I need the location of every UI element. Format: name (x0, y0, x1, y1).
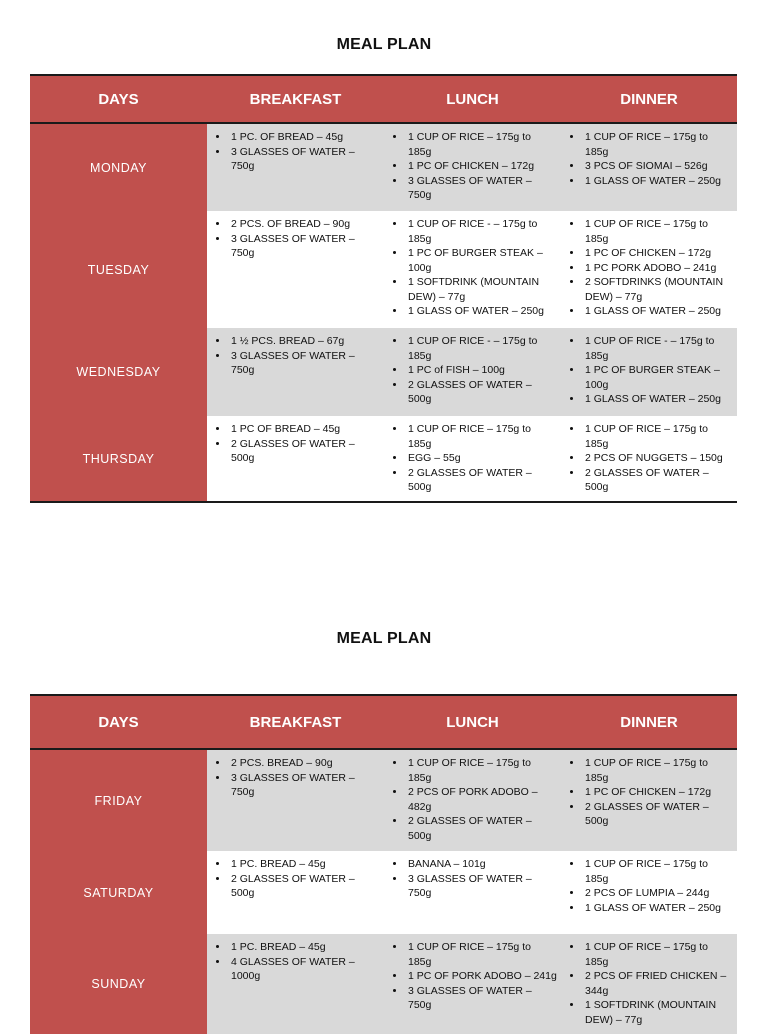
meal-item-list (388, 334, 557, 407)
table-row-wednesday (30, 328, 737, 416)
meal-item-list (388, 940, 557, 1013)
meal-item: • 2 GLASSES OF WATER – 500g (229, 872, 380, 901)
table-row-thursday (30, 416, 737, 502)
meal-item: • 4 GLASSES OF WATER – 1000g (229, 955, 380, 984)
breakfast-cell (207, 328, 384, 416)
breakfast-cell (207, 416, 384, 502)
dinner-cell (561, 416, 737, 502)
meal-item: • 1 SOFTDRINK (MOUNTAIN DEW) – 77g (406, 275, 557, 304)
meal-item: • 1 PC. BREAD – 45g (229, 857, 380, 872)
meal-item: • 1 PC OF BREAD – 45g (229, 422, 380, 437)
meal-item: • 1 PC OF CHICKEN – 172g (583, 785, 733, 800)
meal-item-list (388, 217, 557, 319)
day-cell: FRIDAY (30, 749, 207, 851)
meal-item: • 1 CUP OF RICE – 175g to 185g (583, 857, 733, 886)
breakfast-cell (207, 211, 384, 328)
meal-item-list (211, 130, 380, 174)
breakfast-cell (207, 123, 384, 211)
meal-item: • 1 CUP OF RICE - – 175g to 185g (583, 334, 733, 363)
meal-item: • 1 PC. OF BREAD – 45g (229, 130, 380, 145)
meal-item: • 2 GLASSES OF WATER – 500g (406, 378, 557, 407)
header-days: DAYS (30, 75, 207, 123)
dinner-cell (561, 328, 737, 416)
meal-item: • 2 PCS OF PORK ADOBO – 482g (406, 785, 557, 814)
meal-item: • 1 PC of FISH – 100g (406, 363, 557, 378)
meal-item-list (565, 334, 733, 407)
meal-item: • 1 GLASS OF WATER – 250g (583, 901, 733, 916)
meal-item: • 2 GLASSES OF WATER – 500g (406, 466, 557, 495)
meal-item: • 1 CUP OF RICE – 175g to 185g (406, 422, 557, 451)
meal-item-list (565, 422, 733, 495)
meal-item-list (211, 940, 380, 984)
table-header-row (30, 75, 737, 123)
meal-item: • 1 CUP OF RICE - – 175g to 185g (406, 334, 557, 363)
meal-item: • 1 CUP OF RICE – 175g to 185g (406, 940, 557, 969)
meal-item: • 1 PC OF BURGER STEAK – 100g (406, 246, 557, 275)
page-title-1: MEAL PLAN (336, 36, 432, 53)
dinner-cell (561, 211, 737, 328)
meal-item-list (211, 422, 380, 466)
meal-item: • 1 GLASS OF WATER – 250g (583, 174, 733, 189)
dinner-cell (561, 934, 737, 1034)
meal-item: • 1 GLASS OF WATER – 250g (583, 392, 733, 407)
meal-item: • 2 GLASSES OF WATER – 500g (583, 466, 733, 495)
meal-item-list (388, 422, 557, 495)
header-breakfast: BREAKFAST (207, 695, 384, 749)
meal-item: • 3 GLASSES OF WATER – 750g (406, 984, 557, 1013)
meal-item: • 2 SOFTDRINKS (MOUNTAIN DEW) – 77g (583, 275, 733, 304)
breakfast-cell (207, 934, 384, 1034)
meal-item-list (388, 756, 557, 843)
meal-plan-table-1 (30, 74, 737, 503)
lunch-cell (384, 851, 561, 934)
meal-item: • 1 CUP OF RICE – 175g to 185g (583, 217, 733, 246)
meal-item: • 1 PC OF CHICKEN – 172g (406, 159, 557, 174)
meal-item: • 3 GLASSES OF WATER – 750g (229, 145, 380, 174)
meal-item: • 2 GLASSES OF WATER – 500g (229, 437, 380, 466)
breakfast-cell (207, 749, 384, 851)
header-lunch: LUNCH (384, 695, 561, 749)
meal-plan-table-2 (30, 694, 737, 1034)
meal-item: • 1 CUP OF RICE – 175g to 185g (583, 130, 733, 159)
lunch-cell (384, 328, 561, 416)
meal-item: • 1 CUP OF RICE – 175g to 185g (583, 422, 733, 451)
meal-item: • 2 PCS OF LUMPIA – 244g (583, 886, 733, 901)
meal-item: • 3 GLASSES OF WATER – 750g (229, 349, 380, 378)
lunch-cell (384, 123, 561, 211)
table-row-sunday (30, 934, 737, 1034)
meal-item: • 1 PC. BREAD – 45g (229, 940, 380, 955)
header-breakfast: BREAKFAST (207, 75, 384, 123)
lunch-cell (384, 211, 561, 328)
meal-item: • 3 GLASSES OF WATER – 750g (229, 771, 380, 800)
table-row-monday (30, 123, 737, 211)
day-cell: THURSDAY (30, 416, 207, 502)
meal-item: • 3 GLASSES OF WATER – 750g (229, 232, 380, 261)
meal-item-list (565, 217, 733, 319)
meal-item-list (565, 940, 733, 1027)
meal-item-list (388, 857, 557, 901)
day-cell: MONDAY (30, 123, 207, 211)
dinner-cell (561, 749, 737, 851)
meal-item: • 1 SOFTDRINK (MOUNTAIN DEW) – 77g (583, 998, 733, 1027)
table-row-tuesday (30, 211, 737, 328)
day-cell: TUESDAY (30, 211, 207, 328)
meal-item: • 2 GLASSES OF WATER – 500g (406, 814, 557, 843)
meal-item: • BANANA – 101g (406, 857, 557, 872)
meal-item: • 1 GLASS OF WATER – 250g (406, 304, 557, 319)
meal-item: • 2 GLASSES OF WATER – 500g (583, 800, 733, 829)
meal-item-list (211, 217, 380, 261)
dinner-cell (561, 851, 737, 934)
table-header-row (30, 695, 737, 749)
meal-item: • 1 GLASS OF WATER – 250g (583, 304, 733, 319)
meal-item: • 2 PCS OF FRIED CHICKEN – 344g (583, 969, 733, 998)
meal-item: • 1 PC OF CHICKEN – 172g (583, 246, 733, 261)
meal-item: • 1 PC PORK ADOBO – 241g (583, 261, 733, 276)
meal-item-list (565, 130, 733, 188)
meal-item: • 3 GLASSES OF WATER – 750g (406, 872, 557, 901)
meal-item-list (388, 130, 557, 203)
day-cell: SUNDAY (30, 934, 207, 1034)
lunch-cell (384, 749, 561, 851)
meal-item: • 2 PCS OF NUGGETS – 150g (583, 451, 733, 466)
meal-item: • 1 CUP OF RICE – 175g to 185g (406, 130, 557, 159)
meal-item-list (211, 857, 380, 901)
meal-item-list (565, 756, 733, 829)
lunch-cell (384, 934, 561, 1034)
lunch-cell (384, 416, 561, 502)
meal-item: • 3 GLASSES OF WATER – 750g (406, 174, 557, 203)
meal-item: • 2 PCS. OF BREAD – 90g (229, 217, 380, 232)
header-dinner: DINNER (561, 75, 737, 123)
header-lunch: LUNCH (384, 75, 561, 123)
header-days: DAYS (30, 695, 207, 749)
header-dinner: DINNER (561, 695, 737, 749)
meal-item: • 1 ½ PCS. BREAD – 67g (229, 334, 380, 349)
meal-item: • EGG – 55g (406, 451, 557, 466)
meal-item: • 1 PC OF BURGER STEAK – 100g (583, 363, 733, 392)
meal-item: • 3 PCS OF SIOMAI – 526g (583, 159, 733, 174)
meal-item-list (211, 334, 380, 378)
breakfast-cell (207, 851, 384, 934)
meal-item: • 2 PCS. BREAD – 90g (229, 756, 380, 771)
meal-item: • 1 CUP OF RICE - – 175g to 185g (406, 217, 557, 246)
meal-item-list (211, 756, 380, 800)
meal-item: • 1 CUP OF RICE – 175g to 185g (406, 756, 557, 785)
page-title-2: MEAL PLAN (336, 630, 432, 647)
meal-item: • 1 CUP OF RICE – 175g to 185g (583, 756, 733, 785)
table-row-saturday (30, 851, 737, 934)
table-row-friday (30, 749, 737, 851)
dinner-cell (561, 123, 737, 211)
day-cell: SATURDAY (30, 851, 207, 934)
meal-item-list (565, 857, 733, 915)
day-cell: WEDNESDAY (30, 328, 207, 416)
meal-item: • 1 CUP OF RICE – 175g to 185g (583, 940, 733, 969)
meal-item: • 1 PC OF PORK ADOBO – 241g (406, 969, 557, 984)
